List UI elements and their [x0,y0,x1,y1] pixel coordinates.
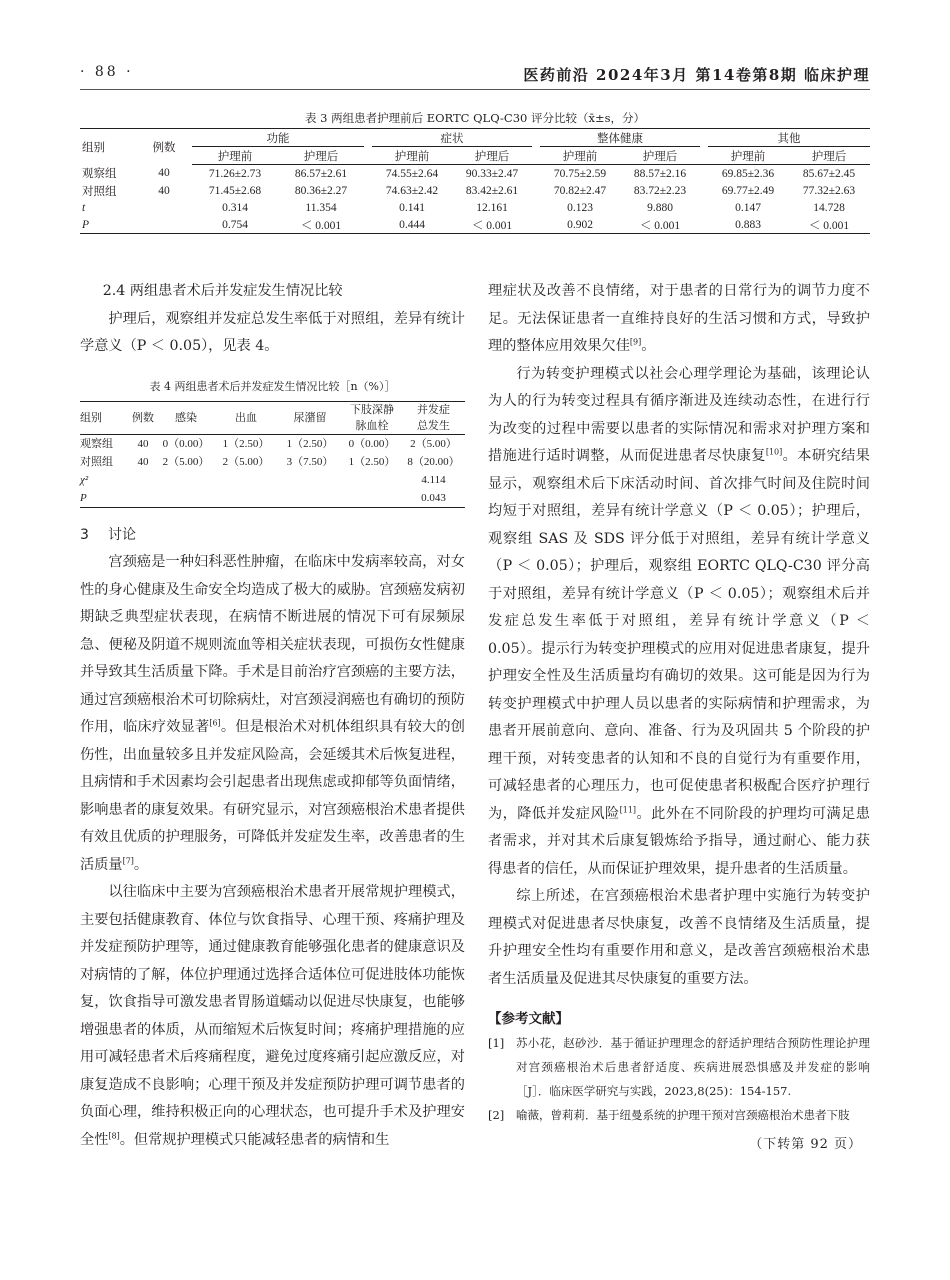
table3-row [80,199,870,216]
table4-header: 出血 [214,401,278,434]
table4-cell: 2（5.00） [222,455,270,468]
citation: [6] [209,718,221,728]
table3-cell: 对照组 [82,185,117,198]
table4-cell [128,471,158,489]
table4-row [80,471,465,489]
citation: [7] [122,855,134,865]
table3-group-symptom: 症状 [372,129,532,147]
table3-cell: 9.880 [647,201,673,214]
table4-cell: 40 [137,455,149,468]
table3-cell: 14.728 [813,201,845,214]
table3-sub-after: 护理后 [452,147,532,165]
header-rule [80,89,870,90]
table4-cell: 1（2.50） [348,455,396,468]
table3-sub-after: 护理后 [788,147,870,165]
table3-col-count: 例数 [136,129,192,165]
table4-cell: 观察组 [80,437,113,450]
table4-cell: 3（7.50） [286,455,334,468]
table3-col-group: 组别 [80,129,136,165]
table3-cell: t [82,201,86,214]
conclusion-paragraph: 综上所述，在宫颈癌根治术患者护理中实施行为转变护理模式对促进患者尽快康复，改善不良情绪及生活质量，提升护理安全性均有重要作用和意义，是改善宫颈癌根治术患者生活质量及促进其尽快康复的重要方法。 [488,888,870,987]
table3-cell: 0.147 [735,201,761,214]
table4-header-row [80,401,465,434]
citation: [10] [765,447,783,457]
table3-sub-before: 护理前 [540,147,620,165]
table3-cell: ＜ 0.001 [278,216,364,234]
table3-row [80,182,870,199]
table4-cell [128,489,158,508]
table4-cell: 1（2.50） [286,437,334,450]
table4-cell [342,489,402,508]
table3-cell: 71.26±2.73 [208,167,262,180]
table3-cell [136,199,192,216]
table4-cell [214,471,278,489]
table3-sub-before: 护理前 [192,147,278,165]
table3-cell: 83.72±2.23 [633,184,687,197]
table4-cell: 1（2.50） [222,437,270,450]
table4-row [80,489,465,508]
table3-cell: 90.33±2.47 [465,167,519,180]
table3-cell [136,216,192,234]
table3-cell: ＜ 0.001 [452,216,532,234]
discussion-paragraph-3: 行为转变护理模式以社会心理学理论为基础，该理论认为人的行为转变过程具有循序渐进及连续动态性，在进行行为改变的过程中需要以患者的实际情况和需求对护理方案和措施进行适时调整，从而促进患者尽快康复[10]。本研究结果显示，观察组术后下床活动时间、首次排气时间及住院时间均短于对照组，差异有统计学意义（P ＜ 0.05）；护理后，观察组 SAS 及 SDS 评分低于对照组，差异有统计学意义（P ＜ 0.05）；护理后，观察组 EORTC QLQ-C30 评分高于对照组，差异有统计学意义（P ＜ 0.05）；观察组术后并发症总发生率低于对照组，差异有统计学意义（P ＜ 0.05）。提示行为转变护理模式的应用对促进患者康复，提升护理安全性及生活质量均有确切的效果。这可能是因为行为转变护理模式中护理人员以患者的实际病情和护理需求，为患者开展前意向、意向、准备、行为及巩固共 5 个阶段的护理干预，对转变患者的认知和不良的自觉行为有重要作用，可减轻患者的心理压力，也可促使患者积极配合医疗护理行为，降低并发症风险[11]。此外在不同阶段的护理均可满足患者需求，并对其术后康复锻炼给予指导，通过耐心、能力获得患者的信任，从而保证护理效果，提升患者的生活质量。 [488,365,870,877]
left-column [80,278,465,1154]
table3-cell: 70.82±2.47 [553,184,607,197]
reference-item [488,1103,870,1127]
table3-cell: 85.67±2.45 [802,167,856,180]
section-3-heading [80,522,465,550]
table3-caption: 表 3 两组患者护理前后 EORTC QLQ-C30 评分比较（x̄±s，分） [304,111,646,125]
table4-cell: 0（0.00） [162,437,210,450]
table4-cell: 2（5.00） [410,437,457,450]
table3-cell: 69.85±2.36 [721,167,775,180]
references-title: 【参考文献】 [488,1011,569,1027]
table4-cell: 4.114 [421,473,446,486]
table3-cell: 69.77±2.49 [721,184,775,197]
table3-cell: 12.161 [476,201,508,214]
citation: [9] [629,337,642,347]
table4-cell: 2（5.00） [162,455,210,468]
right-column [488,278,870,1159]
table4-cell [158,471,214,489]
section-3-number: 3 [80,526,89,543]
table3-subheader-row [80,147,870,165]
table3-cell: 0.444 [372,216,452,234]
table4-header: 尿潴留 [278,401,342,434]
table3-cell: 11.354 [305,201,337,214]
table3-cell: 0.314 [222,201,248,214]
table3-sub-before: 护理前 [708,147,788,165]
table4 [80,401,465,508]
table3-cell: 40 [158,167,170,180]
table3-row [80,216,870,234]
table4-cell: 0.043 [402,489,465,508]
table4-header: 下肢深静脉血栓 [342,401,402,434]
reference-text: 喻薇，曾莉莉．基于纽曼系统的护理干预对宫颈癌根治术患者下肢 [516,1108,850,1122]
section-2-4-title: 2.4 两组患者术后并发症发生情况比较 [102,283,343,299]
table3-cell: P [80,216,136,234]
table4-cell [342,471,402,489]
table3-cell: 83.42±2.61 [465,184,519,197]
table3-header-row [80,129,870,147]
continued-note: （下转第 92 页） [749,1137,862,1152]
table3-cell: 40 [158,184,170,197]
table4-cell: 8（20.00） [407,455,460,468]
citation: [11] [619,804,637,814]
table4-header: 组别 [80,401,128,434]
section-2-4-text: 护理后，观察组并发症总发生率低于对照组，差异有统计学意义（P ＜ 0.05），见表 4。 [80,310,465,354]
table4-header: 例数 [128,401,158,434]
table4-header: 并发症总发生 [402,401,465,434]
table3-cell: 0.883 [708,216,788,234]
table3-cell: 86.57±2.61 [294,167,348,180]
reference-number: [1] [488,1036,505,1050]
table4-cell [278,471,342,489]
table3-cell: ＜ 0.001 [620,216,700,234]
page-number: · 88 · [80,64,134,80]
section-3-title: 讨论 [108,526,136,543]
table4-cell: 0（0.00） [348,437,396,450]
table4-cell [278,489,342,508]
table3-cell: 70.75±2.59 [553,167,607,180]
table3-cell: 88.57±2.16 [633,167,687,180]
discussion-paragraph-2-cont: 理症状及改善不良情绪，对于患者的日常行为的调节力度不足。无法保证患者一直维持良好的生活习惯和方式，导致护理的整体应用效果欠佳[9]。 [488,283,870,354]
table3-row [80,165,870,183]
reference-text: 苏小花，赵砂沙．基于循证护理理念的舒适护理结合预防性理论护理对宫颈癌根治术后患者舒适度、疾病进展恐惧感及并发症的影响［J］．临床医学研究与实践，2023,8(25)：154-157. [516,1036,870,1098]
table3-cell: 74.55±2.64 [385,167,439,180]
table3-sub-before: 护理前 [372,147,452,165]
discussion-paragraph-2: 以往临床中主要为宫颈癌根治术患者开展常规护理模式，主要包括健康教育、体位与饮食指导、心理干预、疼痛护理及并发症预防护理等，通过健康教育能够强化患者的健康意识及对病情的了解，体位护理通过选择合适体位可促进肢体功能恢复，饮食指导可激发患者胃肠道蠕动以促进尽快康复，也能够增强患者的体质，从而缩短术后恢复时间；疼痛护理措施的应用可减轻患者术后疼痛程度，避免过度疼痛引起应激反应，对康复造成不良影响；心理干预及并发症预防护理可调节患者的负面心理，维持积极正向的心理状态，也可提升手术及护理安全性[8]。但常规护理模式只能减轻患者的病情和生 [80,884,465,1148]
table4-header: 感染 [158,401,214,434]
citation: [8] [108,1130,120,1140]
table3-cell: 71.45±2.68 [208,184,262,197]
table3-cell: 0.902 [540,216,620,234]
table4-caption: 表 4 两组患者术后并发症发生情况比较［n（%）］ [149,379,396,393]
table3 [80,128,870,234]
table3-cell: 74.63±2.42 [385,184,439,197]
page-header [80,64,870,88]
table3-sub-after: 护理后 [620,147,700,165]
reference-number: [2] [488,1108,505,1122]
table3-cell: 80.36±2.27 [294,184,348,197]
table4-cell: χ² [80,473,89,486]
table4-cell [158,489,214,508]
table3-cell: 观察组 [82,168,117,181]
table4-cell: 40 [137,437,149,450]
table4-cell: P [80,489,128,508]
discussion-paragraph-1: 宫颈癌是一种妇科恶性肿瘤，在临床中发病率较高，对女性的身心健康及生命安全均造成了极大的威胁。宫颈癌发病初期缺乏典型症状表现，在病情不断进展的情况下可有尿频尿急、便秘及阴道不规则流血等相关症状表现，可损伤女性健康并导致其生活质量下降。手术是目前治疗宫颈癌的主要方法，通过宫颈癌根治术可切除病灶，对宫颈浸润癌也有确切的预防作用，临床疗效显著[6]。但是根治术对机体组织具有较大的创伤性，出血量较多且并发症风险高，会延缓其术后恢复进程，且病情和手术因素均会引起患者出现焦虑或抑郁等负面情绪，影响患者的康复效果。有研究显示，对宫颈癌根治术患者提供有效且优质的护理服务，可降低并发症发生率，改善患者的生活质量[7]。 [80,554,465,873]
table3-group-other: 其他 [708,129,870,147]
table4-row [80,434,465,453]
table3-cell: 0.754 [192,216,278,234]
table4-row [80,453,465,471]
table3-cell: ＜ 0.001 [788,216,870,234]
table3-group-global-health: 整体健康 [540,129,700,147]
reference-item [488,1031,870,1103]
table4-cell [214,489,278,508]
table4-cell: 对照组 [80,455,113,468]
table3-cell: 0.123 [567,201,593,214]
table3-cell: 0.141 [399,201,425,214]
table3-cell: 77.32±2.63 [802,184,856,197]
journal-info: 医药前沿 2024年3月 第14卷第8期 临床护理 [523,66,870,84]
table3-sub-after: 护理后 [278,147,364,165]
table3-group-function: 功能 [192,129,364,147]
